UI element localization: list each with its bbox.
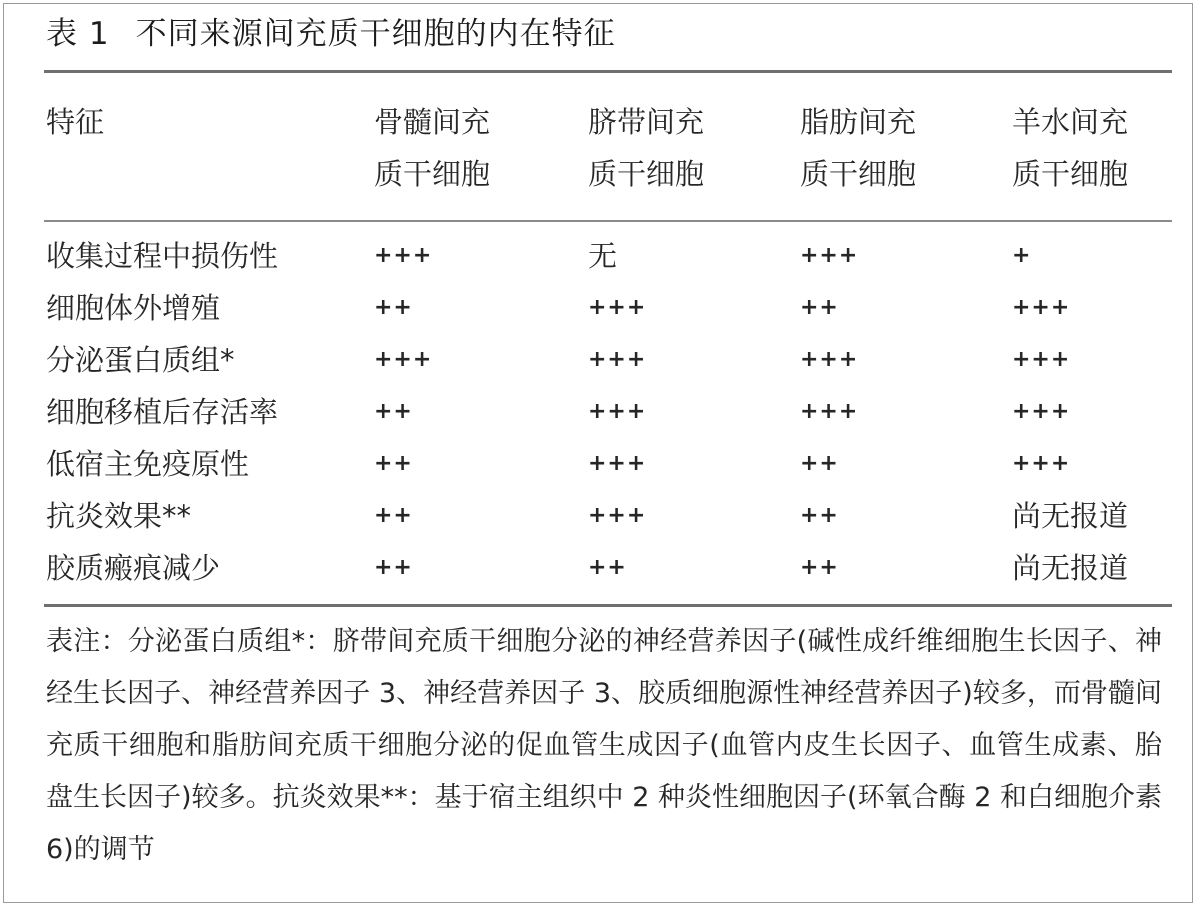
row-value-amniotic: +++: [1012, 295, 1071, 320]
row-value-adipose: ++: [800, 295, 839, 320]
header-feature: 特征: [46, 105, 105, 139]
header-col-4-line-2: 质干细胞: [1012, 157, 1129, 191]
table-row: [0, 490, 1200, 542]
row-feature: 细胞移植后存活率: [46, 395, 279, 429]
row-feature: 收集过程中损伤性: [46, 239, 279, 273]
row-value-amniotic: 尚无报道: [1012, 551, 1129, 585]
row-feature: 细胞体外增殖: [46, 291, 221, 325]
row-value-amniotic: +++: [1012, 451, 1071, 476]
row-value-amniotic: 尚无报道: [1012, 499, 1129, 533]
table-number: 表 1: [46, 16, 110, 52]
row-feature: 胶质瘢痕减少: [46, 551, 221, 585]
row-value-adipose: +++: [800, 399, 859, 424]
row-value-bone-marrow: ++: [374, 503, 413, 528]
header-rule: [44, 220, 1172, 222]
row-feature: 分泌蛋白质组*: [46, 343, 235, 377]
row-value-adipose: ++: [800, 503, 839, 528]
table-row: [0, 282, 1200, 334]
header-col-4-line-1: 羊水间充: [1012, 105, 1129, 139]
table-row: [0, 230, 1200, 282]
row-value-amniotic: +: [1012, 243, 1032, 268]
header-col-1-line-1: 骨髓间充: [374, 105, 491, 139]
row-value-amniotic: +++: [1012, 399, 1071, 424]
row-value-umbilical-cord: 无: [588, 239, 618, 273]
row-value-bone-marrow: ++: [374, 295, 413, 320]
row-feature: 低宿主免疫原性: [46, 447, 250, 481]
row-value-umbilical-cord: +++: [588, 503, 647, 528]
row-value-adipose: +++: [800, 243, 859, 268]
row-value-bone-marrow: ++: [374, 399, 413, 424]
row-value-umbilical-cord: +++: [588, 347, 647, 372]
table-row: [0, 542, 1200, 594]
row-value-bone-marrow: +++: [374, 243, 433, 268]
row-value-bone-marrow: +++: [374, 347, 433, 372]
row-value-umbilical-cord: +++: [588, 399, 647, 424]
row-value-adipose: +++: [800, 347, 859, 372]
header-col-3-line-1: 脂肪间充: [800, 105, 917, 139]
bottom-rule: [44, 604, 1172, 607]
row-value-amniotic: +++: [1012, 347, 1071, 372]
table-row: [0, 386, 1200, 438]
header-col-2-line-2: 质干细胞: [588, 157, 705, 191]
table-row: [0, 438, 1200, 490]
row-value-adipose: ++: [800, 555, 839, 580]
row-feature: 抗炎效果**: [46, 499, 192, 533]
table-row: [0, 334, 1200, 386]
header-col-2-line-1: 脐带间充: [588, 105, 705, 139]
table-title: [46, 12, 616, 56]
row-value-bone-marrow: ++: [374, 555, 413, 580]
table-note: 表注：分泌蛋白质组*：脐带间充质干细胞分泌的神经营养因子(碱性成纤维细胞生长因子、神经生长因子、神经营养因子 3、神经营养因子 3、胶质细胞源性神经营养因子)较多，而骨髓间充质干细胞和脂肪间充质干细胞分泌的促血管生成因子(血管内皮生长因子、血管生成素、胎盘生长因子)较多。抗炎效果**：基于宿主组织中 2 种炎性细胞因子(环氧合酶 2 和白细胞介素 6)的调节: [46, 626, 1162, 865]
row-value-umbilical-cord: ++: [588, 555, 627, 580]
row-value-bone-marrow: ++: [374, 451, 413, 476]
row-value-umbilical-cord: +++: [588, 451, 647, 476]
header-col-1-line-2: 质干细胞: [374, 157, 491, 191]
row-value-umbilical-cord: +++: [588, 295, 647, 320]
table-caption: 不同来源间充质干细胞的内在特征: [135, 16, 616, 52]
row-value-adipose: ++: [800, 451, 839, 476]
top-rule: [44, 70, 1172, 73]
header-col-3-line-2: 质干细胞: [800, 157, 917, 191]
